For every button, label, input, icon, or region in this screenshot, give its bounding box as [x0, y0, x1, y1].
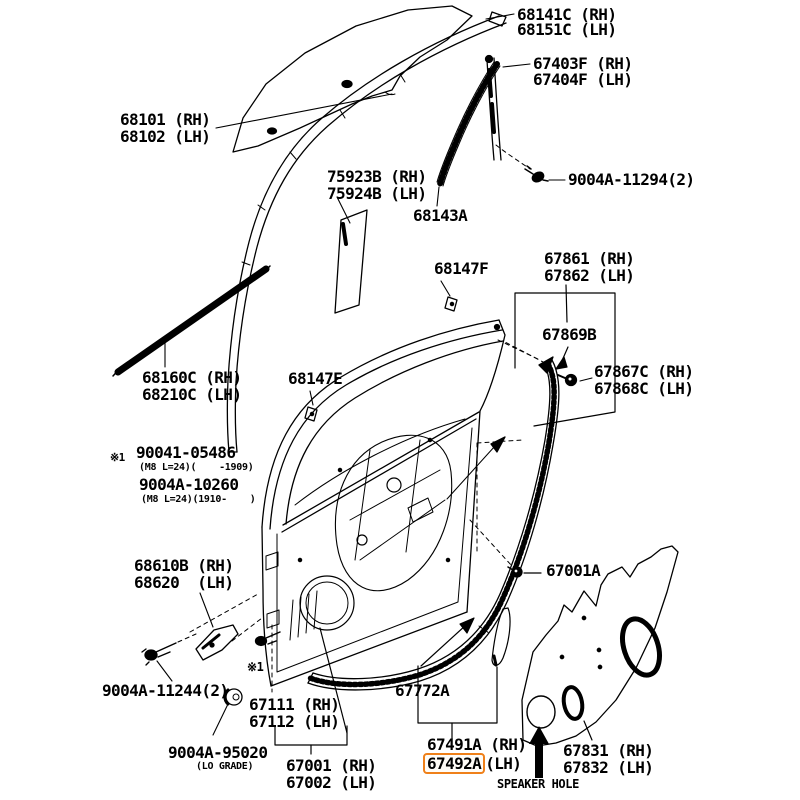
label-75923b: 75923B (RH)	[327, 167, 427, 186]
label-67868c: 67868C (LH)	[594, 379, 694, 398]
tape-75923b-drawing	[335, 210, 367, 313]
label-9004a-11294: 9004A-11294(2)	[568, 170, 695, 189]
speaker-hole-arrow	[529, 726, 549, 778]
label-68143a: 68143A	[413, 206, 468, 225]
label-67772a: 67772A	[395, 681, 450, 700]
clip-67001a-drawing	[508, 567, 541, 577]
label-67832: 67832 (LH)	[563, 758, 654, 777]
label-68147f: 68147F	[434, 259, 489, 278]
label-ref-mark-1: ※1	[110, 451, 125, 464]
label-68160c: 68160C (RH)	[142, 368, 242, 387]
bracket-67001	[275, 628, 347, 754]
label-68610b: 68610B (RH)	[134, 556, 234, 575]
label-67861: 67861 (RH)	[544, 249, 635, 268]
label-67831: 67831 (RH)	[563, 741, 654, 760]
label-67403f: 67403F (RH)	[533, 54, 633, 73]
label-67491a: 67491A (RH)	[427, 735, 527, 754]
pad-67772a-drawing	[418, 608, 510, 739]
label-68620: 68620 (LH)	[134, 573, 234, 592]
label-9004a-95020-note: (LO GRADE)	[196, 761, 254, 772]
label-67112: 67112 (LH)	[249, 712, 340, 731]
label-67002: 67002 (LH)	[286, 773, 377, 792]
label-67001a: 67001A	[546, 561, 601, 580]
label-67862: 67862 (LH)	[544, 266, 635, 285]
label-67869b: 67869B	[542, 325, 597, 344]
label-9004a-10260: 9004A-10260	[139, 475, 239, 494]
belt-moulding-68160c-drawing	[113, 266, 270, 376]
label-speaker-hole: SPEAKER HOLE	[497, 777, 579, 791]
label-9004a-10260-note: (M8 L=24)(1910- )	[141, 494, 256, 505]
label-67492a-line	[427, 753, 521, 774]
weatherstrip-67861-drawing	[308, 342, 559, 690]
label-75924b: 75924B (LH)	[327, 184, 427, 203]
label-90041-05486: 90041-05486	[136, 443, 236, 462]
label-90041-05486-note: (M8 L=24)( -1909)	[139, 462, 254, 473]
label-67001: 67001 (RH)	[286, 756, 377, 775]
highlighted-part-67492a[interactable]: 67492A	[423, 753, 485, 774]
label-68102: 68102 (LH)	[120, 127, 211, 146]
label-67111: 67111 (RH)	[249, 695, 340, 714]
label-67492a-suffix: (LH)	[485, 754, 522, 773]
label-68101: 68101 (RH)	[120, 110, 211, 129]
clip-67867c-drawing	[558, 375, 577, 386]
run-channel-68141c-drawing	[227, 12, 506, 452]
label-68141c: 68141C (RH)	[517, 5, 617, 24]
label-9004a-95020: 9004A-95020	[168, 743, 268, 762]
bolt-9004a-11294-drawing	[525, 166, 548, 184]
label-68210c: 68210C (LH)	[142, 385, 242, 404]
label-68147e: 68147E	[288, 369, 343, 388]
label-67404f: 67404F (LH)	[533, 70, 633, 89]
clip-68147f-drawing	[445, 297, 457, 311]
door-glass-drawing	[233, 6, 472, 152]
label-9004a-11244: 9004A-11244(2)	[102, 681, 229, 700]
label-67867c: 67867C (RH)	[594, 362, 694, 381]
label-68151c: 68151C (LH)	[517, 20, 617, 39]
door-shell-drawing	[190, 320, 540, 692]
label-star-1: ※1	[247, 660, 264, 674]
